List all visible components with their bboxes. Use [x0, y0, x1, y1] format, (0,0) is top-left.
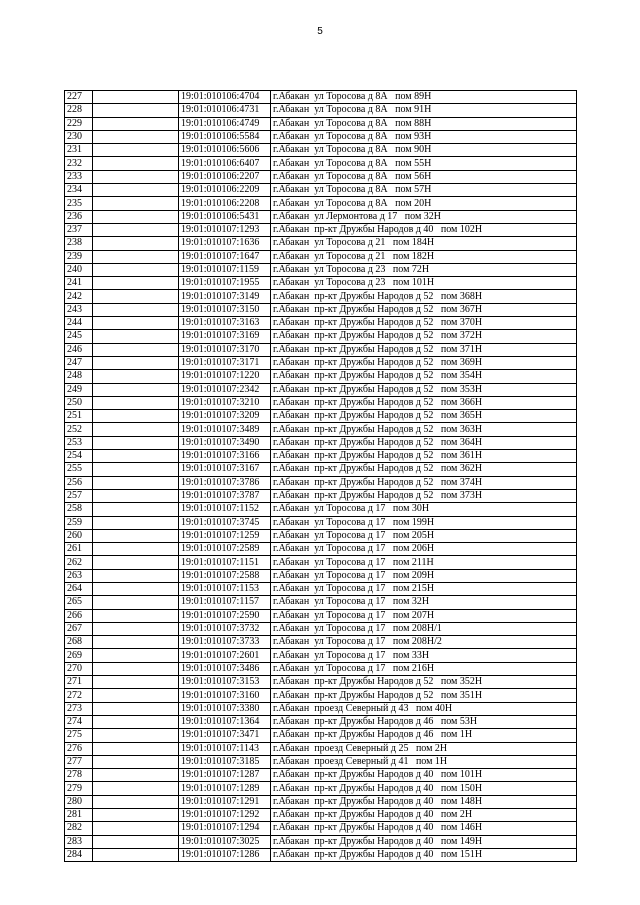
row-number-cell: 270: [65, 662, 93, 675]
address-cell: г.Абакан пр-кт Дружбы Народов д 40 пом 102Н: [271, 223, 577, 236]
cadastral-number-cell: 19:01:010107:1636: [179, 237, 271, 250]
table-row: [65, 848, 577, 861]
table-row: [65, 702, 577, 715]
empty-cell: [93, 676, 179, 689]
address-cell: г.Абакан ул Торосова д 21 пом 182Н: [271, 250, 577, 263]
cadastral-number-cell: 19:01:010107:3786: [179, 476, 271, 489]
address-cell: г.Абакан пр-кт Дружбы Народов д 40 пом 101Н: [271, 769, 577, 782]
cadastral-number-cell: 19:01:010107:3025: [179, 835, 271, 848]
row-number-cell: 246: [65, 343, 93, 356]
address-cell: г.Абакан пр-кт Дружбы Народов д 52 пом 365Н: [271, 410, 577, 423]
cadastral-number-cell: 19:01:010107:1151: [179, 556, 271, 569]
empty-cell: [93, 303, 179, 316]
address-cell: г.Абакан пр-кт Дружбы Народов д 52 пом 362Н: [271, 463, 577, 476]
address-cell: г.Абакан ул Торосова д 17 пом 215Н: [271, 582, 577, 595]
cadastral-number-cell: 19:01:010107:1286: [179, 848, 271, 861]
cadastral-number-cell: 19:01:010107:3160: [179, 689, 271, 702]
cadastral-number-cell: 19:01:010106:5606: [179, 144, 271, 157]
address-cell: г.Абакан ул Торосова д 17 пом 208Н/1: [271, 622, 577, 635]
row-number-cell: 233: [65, 170, 93, 183]
empty-cell: [93, 290, 179, 303]
property-registry-table: [64, 90, 577, 862]
address-cell: г.Абакан пр-кт Дружбы Народов д 52 пом 354Н: [271, 370, 577, 383]
empty-cell: [93, 729, 179, 742]
empty-cell: [93, 250, 179, 263]
address-cell: г.Абакан ул Торосова д 17 пом 199Н: [271, 516, 577, 529]
table-row: [65, 277, 577, 290]
row-number-cell: 275: [65, 729, 93, 742]
table-row: [65, 303, 577, 316]
table-row: [65, 596, 577, 609]
address-cell: г.Абакан ул Лермонтова д 17 пом 32Н: [271, 210, 577, 223]
address-cell: г.Абакан пр-кт Дружбы Народов д 40 пом 151Н: [271, 848, 577, 861]
address-cell: г.Абакан ул Торосова д 23 пом 72Н: [271, 263, 577, 276]
address-cell: г.Абакан пр-кт Дружбы Народов д 52 пом 366Н: [271, 396, 577, 409]
row-number-cell: 257: [65, 489, 93, 502]
cadastral-number-cell: 19:01:010107:3380: [179, 702, 271, 715]
empty-cell: [93, 636, 179, 649]
row-number-cell: 247: [65, 356, 93, 369]
table-row: [65, 197, 577, 210]
cadastral-number-cell: 19:01:010107:3733: [179, 636, 271, 649]
table-row: [65, 170, 577, 183]
address-cell: г.Абакан ул Торосова д 17 пом 32Н: [271, 596, 577, 609]
row-number-cell: 274: [65, 715, 93, 728]
row-number-cell: 256: [65, 476, 93, 489]
cadastral-number-cell: 19:01:010107:3167: [179, 463, 271, 476]
address-cell: г.Абакан ул Торосова д 8А пом 90Н: [271, 144, 577, 157]
address-cell: г.Абакан ул Торосова д 8А пом 20Н: [271, 197, 577, 210]
empty-cell: [93, 769, 179, 782]
empty-cell: [93, 117, 179, 130]
cadastral-number-cell: 19:01:010107:1159: [179, 263, 271, 276]
address-cell: г.Абакан ул Торосова д 8А пом 55Н: [271, 157, 577, 170]
empty-cell: [93, 383, 179, 396]
row-number-cell: 267: [65, 622, 93, 635]
table-row: [65, 582, 577, 595]
cadastral-number-cell: 19:01:010107:1152: [179, 503, 271, 516]
cadastral-number-cell: 19:01:010106:4749: [179, 117, 271, 130]
empty-cell: [93, 689, 179, 702]
cadastral-number-cell: 19:01:010106:4704: [179, 91, 271, 104]
address-cell: г.Абакан пр-кт Дружбы Народов д 52 пом 371Н: [271, 343, 577, 356]
table-row: [65, 503, 577, 516]
cadastral-number-cell: 19:01:010107:2589: [179, 543, 271, 556]
cadastral-number-cell: 19:01:010107:3210: [179, 396, 271, 409]
table-row: [65, 330, 577, 343]
row-number-cell: 228: [65, 104, 93, 117]
empty-cell: [93, 370, 179, 383]
row-number-cell: 245: [65, 330, 93, 343]
empty-cell: [93, 210, 179, 223]
cadastral-number-cell: 19:01:010107:1157: [179, 596, 271, 609]
table-row: [65, 370, 577, 383]
table-row: [65, 91, 577, 104]
table-row: [65, 383, 577, 396]
address-cell: г.Абакан проезд Северный д 43 пом 40Н: [271, 702, 577, 715]
table-row: [65, 423, 577, 436]
address-cell: г.Абакан ул Торосова д 8А пом 57Н: [271, 184, 577, 197]
cadastral-number-cell: 19:01:010107:3171: [179, 356, 271, 369]
cadastral-number-cell: 19:01:010107:3169: [179, 330, 271, 343]
address-cell: г.Абакан пр-кт Дружбы Народов д 52 пом 372Н: [271, 330, 577, 343]
row-number-cell: 276: [65, 742, 93, 755]
cadastral-number-cell: 19:01:010107:2342: [179, 383, 271, 396]
empty-cell: [93, 582, 179, 595]
empty-cell: [93, 715, 179, 728]
row-number-cell: 232: [65, 157, 93, 170]
empty-cell: [93, 343, 179, 356]
row-number-cell: 284: [65, 848, 93, 861]
cadastral-number-cell: 19:01:010107:3166: [179, 450, 271, 463]
empty-cell: [93, 755, 179, 768]
empty-cell: [93, 835, 179, 848]
address-cell: г.Абакан пр-кт Дружбы Народов д 52 пом 370Н: [271, 317, 577, 330]
row-number-cell: 261: [65, 543, 93, 556]
address-cell: г.Абакан ул Торосова д 8А пом 56Н: [271, 170, 577, 183]
address-cell: г.Абакан ул Торосова д 23 пом 101Н: [271, 277, 577, 290]
table-row: [65, 476, 577, 489]
empty-cell: [93, 450, 179, 463]
empty-cell: [93, 596, 179, 609]
address-cell: г.Абакан пр-кт Дружбы Народов д 52 пом 374Н: [271, 476, 577, 489]
cadastral-number-cell: 19:01:010107:3471: [179, 729, 271, 742]
table-row: [65, 117, 577, 130]
table-row: [65, 822, 577, 835]
row-number-cell: 255: [65, 463, 93, 476]
row-number-cell: 231: [65, 144, 93, 157]
table-row: [65, 144, 577, 157]
empty-cell: [93, 237, 179, 250]
address-cell: г.Абакан ул Торосова д 17 пом 208Н/2: [271, 636, 577, 649]
row-number-cell: 251: [65, 410, 93, 423]
table-row: [65, 556, 577, 569]
row-number-cell: 265: [65, 596, 93, 609]
table-row: [65, 835, 577, 848]
cadastral-number-cell: 19:01:010107:3150: [179, 303, 271, 316]
empty-cell: [93, 223, 179, 236]
cadastral-number-cell: 19:01:010106:5584: [179, 130, 271, 143]
row-number-cell: 269: [65, 649, 93, 662]
address-cell: г.Абакан пр-кт Дружбы Народов д 40 пом 146Н: [271, 822, 577, 835]
cadastral-number-cell: 19:01:010107:3490: [179, 436, 271, 449]
cadastral-number-cell: 19:01:010107:1955: [179, 277, 271, 290]
table-row: [65, 223, 577, 236]
cadastral-number-cell: 19:01:010107:3149: [179, 290, 271, 303]
cadastral-number-cell: 19:01:010106:2208: [179, 197, 271, 210]
empty-cell: [93, 742, 179, 755]
address-cell: г.Абакан пр-кт Дружбы Народов д 52 пом 369Н: [271, 356, 577, 369]
table-row: [65, 356, 577, 369]
table-row: [65, 130, 577, 143]
row-number-cell: 240: [65, 263, 93, 276]
empty-cell: [93, 410, 179, 423]
row-number-cell: 272: [65, 689, 93, 702]
cadastral-number-cell: 19:01:010107:3787: [179, 489, 271, 502]
cadastral-number-cell: 19:01:010107:2588: [179, 569, 271, 582]
table-row: [65, 795, 577, 808]
table-row: [65, 184, 577, 197]
table-row: [65, 809, 577, 822]
empty-cell: [93, 795, 179, 808]
row-number-cell: 244: [65, 317, 93, 330]
empty-cell: [93, 463, 179, 476]
address-cell: г.Абакан пр-кт Дружбы Народов д 52 пом 351Н: [271, 689, 577, 702]
cadastral-number-cell: 19:01:010107:1291: [179, 795, 271, 808]
empty-cell: [93, 662, 179, 675]
table-row: [65, 250, 577, 263]
address-cell: г.Абакан ул Торосова д 17 пом 30Н: [271, 503, 577, 516]
cadastral-number-cell: 19:01:010107:3489: [179, 423, 271, 436]
empty-cell: [93, 197, 179, 210]
empty-cell: [93, 609, 179, 622]
cadastral-number-cell: 19:01:010107:1289: [179, 782, 271, 795]
table-row: [65, 210, 577, 223]
empty-cell: [93, 543, 179, 556]
table-row: [65, 755, 577, 768]
row-number-cell: 248: [65, 370, 93, 383]
row-number-cell: 237: [65, 223, 93, 236]
address-cell: г.Абакан проезд Северный д 41 пом 1Н: [271, 755, 577, 768]
address-cell: г.Абакан ул Торосова д 17 пом 209Н: [271, 569, 577, 582]
address-cell: г.Абакан проезд Северный д 25 пом 2Н: [271, 742, 577, 755]
row-number-cell: 279: [65, 782, 93, 795]
table-row: [65, 529, 577, 542]
table-row: [65, 463, 577, 476]
row-number-cell: 280: [65, 795, 93, 808]
empty-cell: [93, 848, 179, 861]
empty-cell: [93, 144, 179, 157]
cadastral-number-cell: 19:01:010107:1220: [179, 370, 271, 383]
row-number-cell: 259: [65, 516, 93, 529]
row-number-cell: 281: [65, 809, 93, 822]
table-row: [65, 104, 577, 117]
cadastral-number-cell: 19:01:010107:3163: [179, 317, 271, 330]
cadastral-number-cell: 19:01:010107:1153: [179, 582, 271, 595]
row-number-cell: 278: [65, 769, 93, 782]
row-number-cell: 238: [65, 237, 93, 250]
address-cell: г.Абакан ул Торосова д 8А пом 93Н: [271, 130, 577, 143]
table-row: [65, 237, 577, 250]
row-number-cell: 260: [65, 529, 93, 542]
address-cell: г.Абакан ул Торосова д 21 пом 184Н: [271, 237, 577, 250]
table-row: [65, 609, 577, 622]
row-number-cell: 253: [65, 436, 93, 449]
empty-cell: [93, 782, 179, 795]
table-row: [65, 636, 577, 649]
cadastral-number-cell: 19:01:010106:2209: [179, 184, 271, 197]
cadastral-number-cell: 19:01:010107:3153: [179, 676, 271, 689]
address-cell: г.Абакан пр-кт Дружбы Народов д 46 пом 53Н: [271, 715, 577, 728]
row-number-cell: 252: [65, 423, 93, 436]
table-row: [65, 436, 577, 449]
table-row: [65, 689, 577, 702]
cadastral-number-cell: 19:01:010106:5431: [179, 210, 271, 223]
cadastral-number-cell: 19:01:010107:1287: [179, 769, 271, 782]
table-row: [65, 450, 577, 463]
empty-cell: [93, 277, 179, 290]
table-row: [65, 157, 577, 170]
address-cell: г.Абакан пр-кт Дружбы Народов д 52 пом 363Н: [271, 423, 577, 436]
table-row: [65, 782, 577, 795]
table-row: [65, 410, 577, 423]
address-cell: г.Абакан ул Торосова д 17 пом 205Н: [271, 529, 577, 542]
address-cell: г.Абакан ул Торосова д 8А пом 91Н: [271, 104, 577, 117]
cadastral-number-cell: 19:01:010107:1143: [179, 742, 271, 755]
empty-cell: [93, 263, 179, 276]
row-number-cell: 249: [65, 383, 93, 396]
page-number: 5: [317, 26, 323, 37]
cadastral-number-cell: 19:01:010107:3185: [179, 755, 271, 768]
address-cell: г.Абакан ул Торосова д 17 пом 211Н: [271, 556, 577, 569]
row-number-cell: 227: [65, 91, 93, 104]
empty-cell: [93, 104, 179, 117]
row-number-cell: 258: [65, 503, 93, 516]
empty-cell: [93, 556, 179, 569]
cadastral-number-cell: 19:01:010107:1293: [179, 223, 271, 236]
row-number-cell: 250: [65, 396, 93, 409]
table-row: [65, 622, 577, 635]
row-number-cell: 235: [65, 197, 93, 210]
address-cell: г.Абакан пр-кт Дружбы Народов д 52 пом 367Н: [271, 303, 577, 316]
address-cell: г.Абакан пр-кт Дружбы Народов д 46 пом 1Н: [271, 729, 577, 742]
row-number-cell: 234: [65, 184, 93, 197]
row-number-cell: 242: [65, 290, 93, 303]
empty-cell: [93, 436, 179, 449]
address-cell: г.Абакан ул Торосова д 17 пом 216Н: [271, 662, 577, 675]
empty-cell: [93, 170, 179, 183]
empty-cell: [93, 822, 179, 835]
row-number-cell: 264: [65, 582, 93, 595]
row-number-cell: 283: [65, 835, 93, 848]
cadastral-number-cell: 19:01:010106:2207: [179, 170, 271, 183]
address-cell: г.Абакан пр-кт Дружбы Народов д 40 пом 2Н: [271, 809, 577, 822]
cadastral-number-cell: 19:01:010107:3745: [179, 516, 271, 529]
address-cell: г.Абакан пр-кт Дружбы Народов д 52 пом 368Н: [271, 290, 577, 303]
empty-cell: [93, 157, 179, 170]
address-cell: г.Абакан ул Торосова д 8А пом 89Н: [271, 91, 577, 104]
address-cell: г.Абакан пр-кт Дружбы Народов д 52 пом 373Н: [271, 489, 577, 502]
table-row: [65, 742, 577, 755]
cadastral-number-cell: 19:01:010106:4731: [179, 104, 271, 117]
registry-table-body: [65, 91, 577, 862]
address-cell: г.Абакан ул Торосова д 17 пом 207Н: [271, 609, 577, 622]
row-number-cell: 271: [65, 676, 93, 689]
table-row: [65, 396, 577, 409]
table-row: [65, 317, 577, 330]
table-row: [65, 676, 577, 689]
cadastral-number-cell: 19:01:010107:2601: [179, 649, 271, 662]
table-row: [65, 729, 577, 742]
empty-cell: [93, 130, 179, 143]
table-row: [65, 263, 577, 276]
row-number-cell: 266: [65, 609, 93, 622]
address-cell: г.Абакан пр-кт Дружбы Народов д 40 пом 148Н: [271, 795, 577, 808]
table-row: [65, 543, 577, 556]
empty-cell: [93, 184, 179, 197]
row-number-cell: 262: [65, 556, 93, 569]
empty-cell: [93, 396, 179, 409]
empty-cell: [93, 356, 179, 369]
empty-cell: [93, 91, 179, 104]
cadastral-number-cell: 19:01:010107:2590: [179, 609, 271, 622]
row-number-cell: 268: [65, 636, 93, 649]
table-row: [65, 489, 577, 502]
table-row: [65, 649, 577, 662]
cadastral-number-cell: 19:01:010107:3486: [179, 662, 271, 675]
address-cell: г.Абакан пр-кт Дружбы Народов д 40 пом 149Н: [271, 835, 577, 848]
row-number-cell: 282: [65, 822, 93, 835]
empty-cell: [93, 503, 179, 516]
table-row: [65, 569, 577, 582]
address-cell: г.Абакан пр-кт Дружбы Народов д 52 пом 364Н: [271, 436, 577, 449]
empty-cell: [93, 516, 179, 529]
table-row: [65, 662, 577, 675]
empty-cell: [93, 649, 179, 662]
empty-cell: [93, 569, 179, 582]
cadastral-number-cell: 19:01:010107:1294: [179, 822, 271, 835]
cadastral-number-cell: 19:01:010107:3170: [179, 343, 271, 356]
cadastral-number-cell: 19:01:010107:3209: [179, 410, 271, 423]
address-cell: г.Абакан ул Торосова д 8А пом 88Н: [271, 117, 577, 130]
address-cell: г.Абакан ул Торосова д 17 пом 206Н: [271, 543, 577, 556]
table-row: [65, 769, 577, 782]
row-number-cell: 273: [65, 702, 93, 715]
table-row: [65, 516, 577, 529]
row-number-cell: 241: [65, 277, 93, 290]
table-row: [65, 343, 577, 356]
address-cell: г.Абакан пр-кт Дружбы Народов д 52 пом 361Н: [271, 450, 577, 463]
cadastral-number-cell: 19:01:010107:1292: [179, 809, 271, 822]
table-row: [65, 290, 577, 303]
empty-cell: [93, 622, 179, 635]
row-number-cell: 230: [65, 130, 93, 143]
empty-cell: [93, 702, 179, 715]
row-number-cell: 243: [65, 303, 93, 316]
cadastral-number-cell: 19:01:010107:1364: [179, 715, 271, 728]
row-number-cell: 229: [65, 117, 93, 130]
address-cell: г.Абакан ул Торосова д 17 пом 33Н: [271, 649, 577, 662]
address-cell: г.Абакан пр-кт Дружбы Народов д 52 пом 352Н: [271, 676, 577, 689]
row-number-cell: 254: [65, 450, 93, 463]
cadastral-number-cell: 19:01:010106:6407: [179, 157, 271, 170]
row-number-cell: 236: [65, 210, 93, 223]
empty-cell: [93, 330, 179, 343]
address-cell: г.Абакан пр-кт Дружбы Народов д 40 пом 150Н: [271, 782, 577, 795]
row-number-cell: 239: [65, 250, 93, 263]
empty-cell: [93, 423, 179, 436]
cadastral-number-cell: 19:01:010107:1259: [179, 529, 271, 542]
empty-cell: [93, 529, 179, 542]
cadastral-number-cell: 19:01:010107:3732: [179, 622, 271, 635]
row-number-cell: 277: [65, 755, 93, 768]
empty-cell: [93, 489, 179, 502]
table-row: [65, 715, 577, 728]
address-cell: г.Абакан пр-кт Дружбы Народов д 52 пом 353Н: [271, 383, 577, 396]
cadastral-number-cell: 19:01:010107:1647: [179, 250, 271, 263]
row-number-cell: 263: [65, 569, 93, 582]
empty-cell: [93, 317, 179, 330]
empty-cell: [93, 476, 179, 489]
empty-cell: [93, 809, 179, 822]
